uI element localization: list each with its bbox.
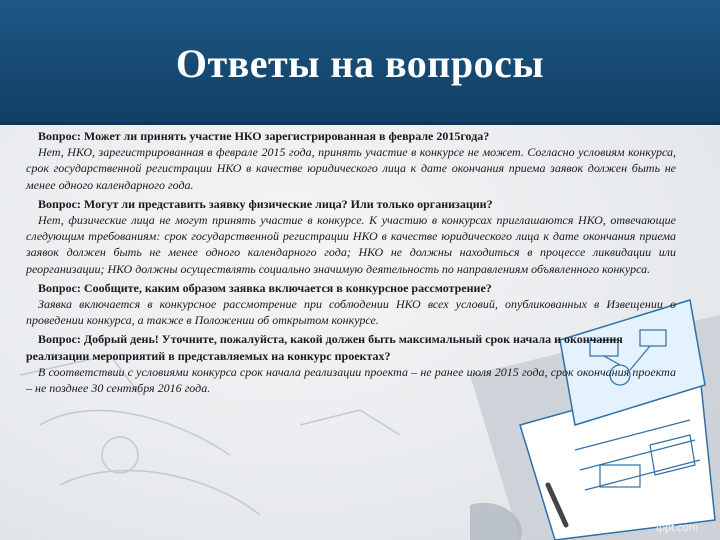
answer-3: Заявка включается в конкурсное рассмотрение при соблюдении НКО всех условий, опубликованных в Извещении о проведении конкурса, а также в Положении об открытом конкурсе. [26,297,676,328]
question-3: Вопрос: Сообщите, каким образом заявка включается в конкурсное рассмотрение? [38,280,492,295]
slide-title: Ответы на вопросы [175,41,545,86]
answer-2: Нет, физические лица не могут принять участие в конкурсе. К участию в конкурсах приглашаются НКО, отвечающие следующим требованиям: срок государственной регистрации НКО в качестве юридического лица к дате окончания приема заявок должен быть не менее одного календарного года; НКО не должны находиться в процессе ликвидации или реорганизации; НКО должны осуществлять социально значимую деятельность по направлениям объявленного конкурса. [26,213,676,276]
title-bar [0,0,720,125]
footer-logo-text: fppt.com [655,522,698,534]
question-2: Вопрос: Могут ли представить заявку физические лица? Или только организации? [38,196,493,211]
question-1: Вопрос: Может ли принять участие НКО зарегистрированная в феврале 2015года? [38,129,490,143]
answer-4: В соответствии с условиями конкурса срок начала реализации проекта – не ранее июля 2015 года, срок окончания проекта – не позднее 30 сентября 2016 года. [26,364,676,396]
answer-1: Нет, НКО, зарегистрированная в феврале 2015 года, принять участие в конкурсе не может. Согласно условиям конкурса, срок государственной регистрации НКО в качестве юридического лица к дате окончания приема заявок должен быть не менее одного календарного года. [26,145,676,192]
qa-content [26,128,676,399]
question-4: Вопрос: Добрый день! Уточните, пожалуйста, какой должен быть максимальный срок начала и окончания реализации мероприятий в представляемых на конкурс проектах? [26,332,623,363]
